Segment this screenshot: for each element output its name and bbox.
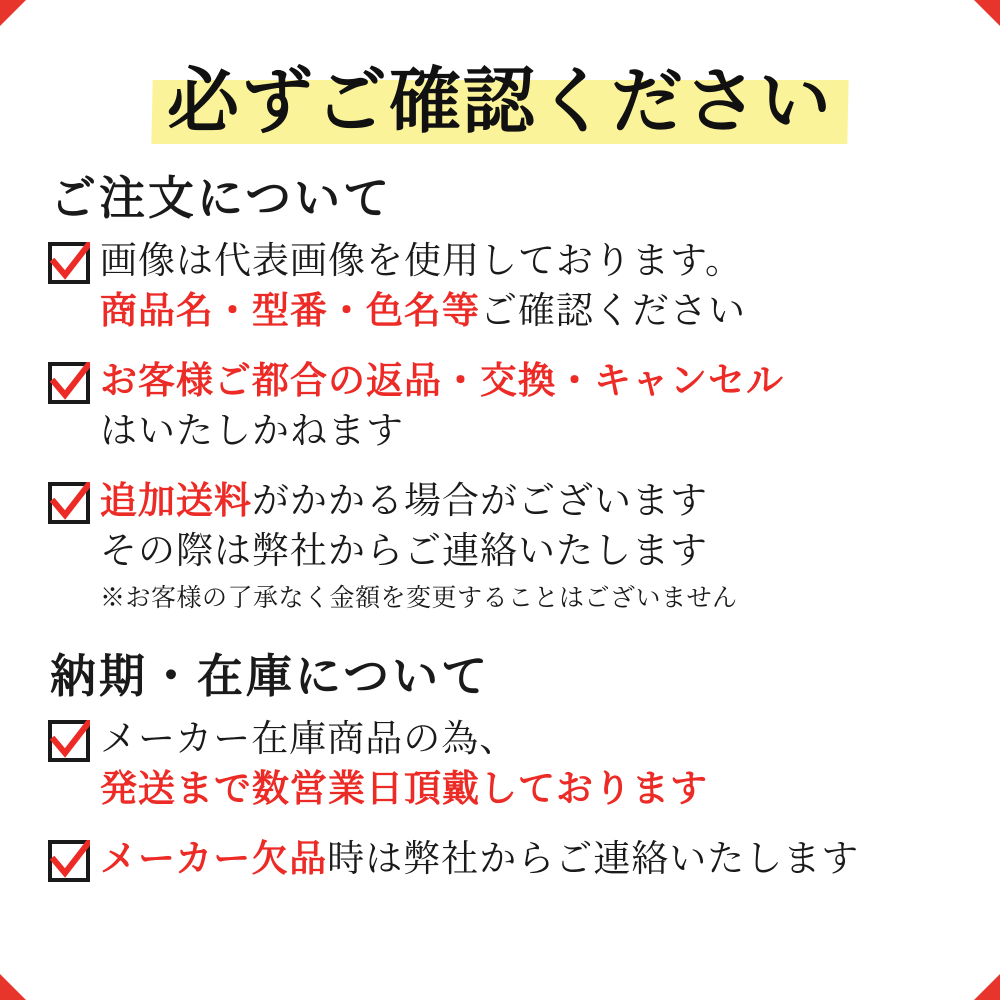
- list-item-text: [100, 476, 960, 614]
- list-item-line: お客様ご都合の返品・交換・キャンセル: [100, 357, 784, 402]
- emphasis-text: メーカー欠品: [100, 835, 328, 880]
- section-heading-orders: ご注文について: [50, 171, 393, 225]
- corner-accent-bottom-left: [0, 974, 26, 1000]
- list-item: [48, 714, 960, 814]
- list-item: [48, 834, 960, 884]
- section-heading-delivery-stock: 納期・在庫について: [50, 648, 491, 703]
- list-item-line: その際は弊社からご連絡いたします: [100, 528, 708, 572]
- list-item: [48, 236, 960, 336]
- plain-text: がかかる場合がございます: [252, 478, 708, 522]
- corner-accent-top-right: [974, 0, 1000, 26]
- list-item-line: [100, 286, 960, 336]
- plain-text: 時は弊社からご連絡いたします: [327, 836, 860, 880]
- checkbox-checked-icon: [48, 840, 90, 882]
- list-item-line: はいたしかねます: [100, 408, 404, 452]
- plain-text: ご確認ください: [480, 288, 746, 332]
- page-title-text: 必ずご確認ください: [166, 58, 833, 143]
- list-item-line: [100, 476, 960, 526]
- emphasis-text: 追加送料: [100, 477, 252, 522]
- list-item: [48, 356, 960, 456]
- list-item-line: 発送まで数営業日頂戴しております: [100, 765, 708, 810]
- list-item-line: [100, 834, 960, 884]
- corner-accent-bottom-right: [974, 974, 1000, 1000]
- checkbox-checked-icon: [48, 482, 90, 524]
- list-item-text: [100, 834, 960, 884]
- checkbox-checked-icon: [48, 362, 90, 404]
- list-item-line: 画像は代表画像を使用しております。: [100, 239, 744, 282]
- list-item-text: [100, 236, 960, 336]
- list-item-text: [100, 356, 960, 456]
- list-item-line: メーカー在庫商品の為、: [100, 716, 518, 760]
- corner-accent-top-left: [0, 0, 26, 26]
- checkbox-checked-icon: [48, 720, 90, 762]
- list-item: [48, 476, 960, 614]
- list-item-text: [100, 714, 960, 814]
- list-item-note: ※お客様の了承なく金額を変更することはございません: [100, 582, 738, 612]
- page-title: [40, 46, 960, 156]
- emphasis-text: 商品名・型番・色名等: [100, 287, 480, 332]
- checkbox-checked-icon: [48, 242, 90, 284]
